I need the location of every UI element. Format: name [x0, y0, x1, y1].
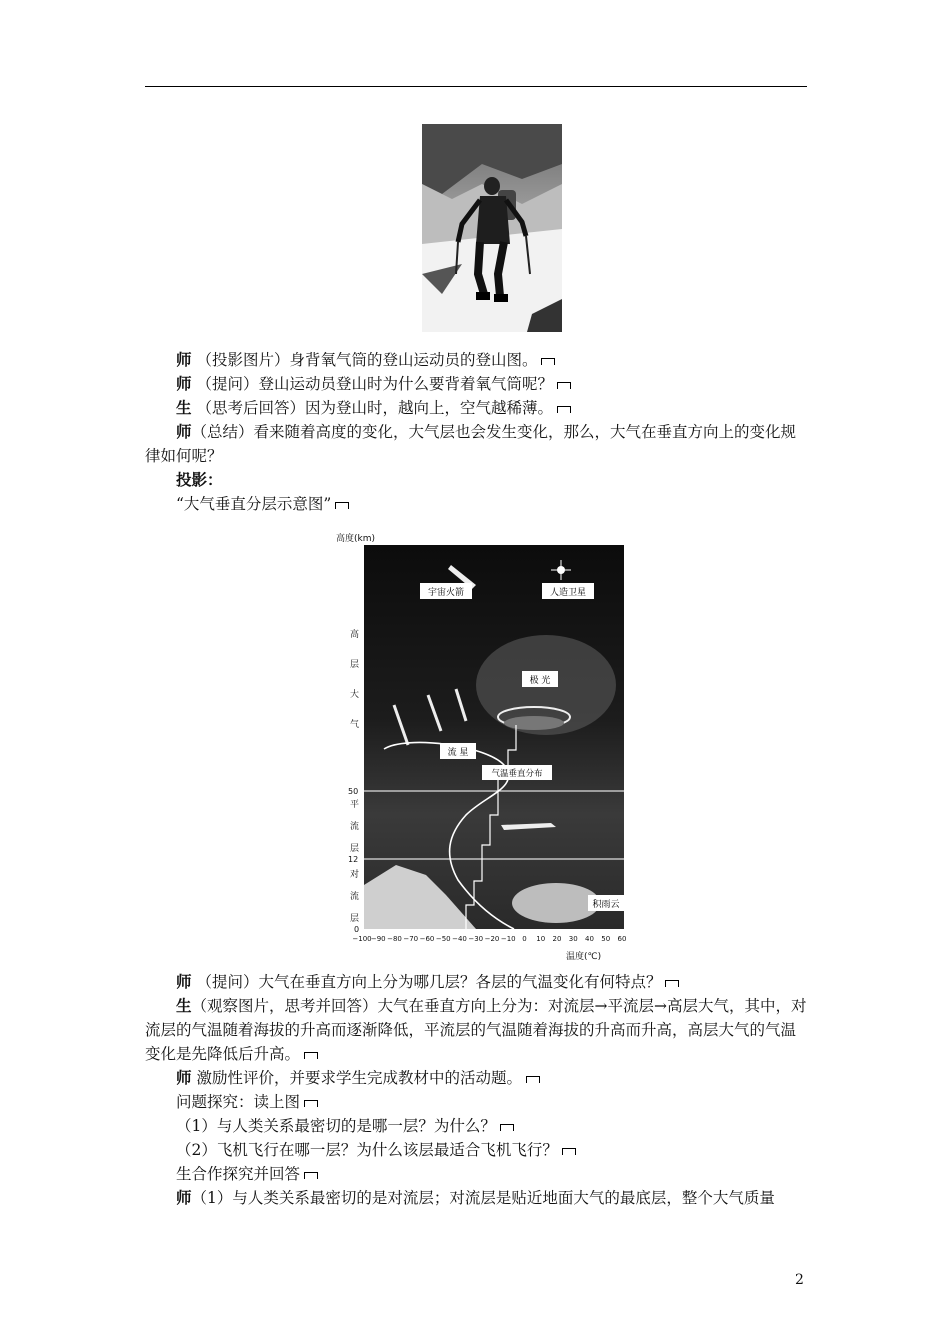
line-text: 生合作探究并回答	[176, 1165, 301, 1183]
x-axis-title: 温度(℃)	[566, 952, 602, 962]
y-tick: 0	[354, 925, 360, 934]
speaker: 师	[176, 375, 192, 393]
x-tick: −90	[370, 935, 386, 943]
speaker: 师	[176, 973, 192, 991]
x-tick: 20	[552, 935, 562, 943]
paragraph	[145, 372, 807, 396]
paragraph-mark-icon	[541, 358, 555, 365]
line-text: （观察图片，思考并回答）大气在垂直方向上分为：对流层→平流层→高层大气，其中，对流层的气温随着海拔的升高而逐渐降低，平流层的气温随着海拔的升高而升高，高层大气的气温变化是先降低后升高。	[145, 997, 807, 1063]
line-text: （思考后回答）因为登山时，越向上，空气越稀薄。	[196, 399, 553, 417]
speaker: 师	[176, 351, 192, 369]
speaker: 师	[176, 423, 192, 441]
layer-name-char: 气	[350, 720, 360, 730]
speaker: 师	[176, 1189, 192, 1207]
satellite-label: 人造卫星	[549, 588, 587, 598]
x-tick: −80	[387, 935, 402, 943]
figure-caption-line	[145, 492, 807, 516]
x-tick: −70	[403, 935, 419, 943]
mountaineer-photo	[422, 124, 562, 332]
paragraph	[145, 348, 807, 372]
paragraph	[145, 970, 807, 994]
x-tick: 50	[601, 935, 611, 943]
paragraph	[145, 1090, 807, 1114]
layer-name-char: 平	[350, 800, 360, 810]
paragraph-mark-icon	[665, 980, 679, 987]
paragraph-mark-icon	[562, 1148, 576, 1155]
paragraph-mark-icon	[335, 502, 349, 509]
paragraph-mark-icon	[557, 406, 571, 413]
paragraph	[145, 420, 807, 468]
y-tick: 50	[348, 787, 359, 796]
layer-name-char: 层	[350, 844, 360, 854]
line-text: （投影图片）身背氧气筒的登山运动员的登山图。	[196, 351, 538, 369]
x-tick: 60	[617, 935, 626, 943]
x-tick: −100	[352, 935, 372, 943]
layer-name-char: 层	[350, 660, 360, 670]
y-axis-title: 高度(km)	[336, 534, 376, 544]
header-rule	[145, 86, 807, 87]
paragraph	[145, 1138, 807, 1162]
paragraph	[145, 1162, 807, 1186]
layer-name-char: 流	[350, 892, 360, 902]
x-axis-ticks	[352, 935, 626, 943]
line-text: 激励性评价，并要求学生完成教材中的活动题。	[196, 1069, 522, 1087]
aurora-label: 极 光	[529, 676, 551, 686]
layer-name-troposphere	[350, 868, 359, 924]
paragraph-mark-icon	[304, 1172, 318, 1179]
x-tick: −10	[500, 935, 516, 943]
line-text: （1）与人类关系最密切的是对流层；对流层是贴近地面大气的最底层，整个大气质量	[191, 1189, 775, 1207]
meteor-label: 流 星	[447, 748, 469, 758]
paragraph	[145, 994, 807, 1066]
line-text: （提问）大气在垂直方向上分为哪几层？各层的气温变化有何特点？	[196, 973, 662, 991]
layer-name-char: 高	[350, 630, 360, 640]
x-tick: 0	[522, 935, 527, 943]
paragraph	[145, 396, 807, 420]
speaker: 生	[176, 399, 192, 417]
layer-name-char: 层	[350, 914, 360, 924]
layer-name-stratosphere	[350, 799, 359, 854]
paragraph	[145, 1114, 807, 1138]
paragraph-mark-icon	[526, 1076, 540, 1083]
paragraph	[145, 1186, 807, 1210]
x-tick: 10	[536, 935, 546, 943]
paragraph	[145, 1066, 807, 1090]
layer-name-char: 大	[350, 690, 360, 700]
speaker: 师	[176, 1069, 192, 1087]
x-tick: −60	[419, 935, 435, 943]
line-text: （提问）登山运动员登山时为什么要背着氧气筒呢？	[196, 375, 553, 393]
figure-caption: “大气垂直分层示意图”	[176, 495, 332, 513]
x-tick: 40	[585, 935, 594, 943]
speaker: 生	[176, 997, 192, 1015]
atmosphere-diagram	[336, 525, 626, 965]
text-block-b	[145, 970, 807, 1210]
paragraph-mark-icon	[500, 1124, 514, 1131]
line-text: （总结）看来随着高度的变化，大气层也会发生变化，那么，大气在垂直方向上的变化规律如何呢？	[145, 423, 797, 465]
rocket-label: 宇宙火箭	[427, 588, 465, 598]
x-tick: 30	[568, 935, 578, 943]
layer-name-char: 流	[350, 822, 360, 832]
x-tick: −30	[468, 935, 484, 943]
text-block-a	[145, 348, 807, 516]
paragraph-mark-icon	[304, 1100, 318, 1107]
line-text: （1）与人类关系最密切的是哪一层？为什么？	[176, 1117, 496, 1135]
page-number: 2	[795, 1272, 804, 1288]
cumulonimbus-cloud	[512, 883, 600, 923]
cloud-label: 积雨云	[592, 900, 620, 910]
line-text: 问题探究：读上图	[176, 1093, 301, 1111]
layer-name-high	[350, 628, 359, 730]
x-tick: −50	[435, 935, 451, 943]
temp-curve-label: 气温垂直分布	[491, 769, 543, 779]
layer-name-char: 对	[350, 870, 360, 880]
paragraph-mark-icon	[557, 382, 571, 389]
paragraph-mark-icon	[304, 1052, 318, 1059]
x-tick: −20	[484, 935, 500, 943]
x-tick: −40	[452, 935, 467, 943]
projection-label: 投影：	[176, 471, 223, 489]
line-text: （2）飞机飞行在哪一层？为什么该层最适合飞机飞行？	[176, 1141, 558, 1159]
y-tick: 12	[348, 855, 359, 864]
